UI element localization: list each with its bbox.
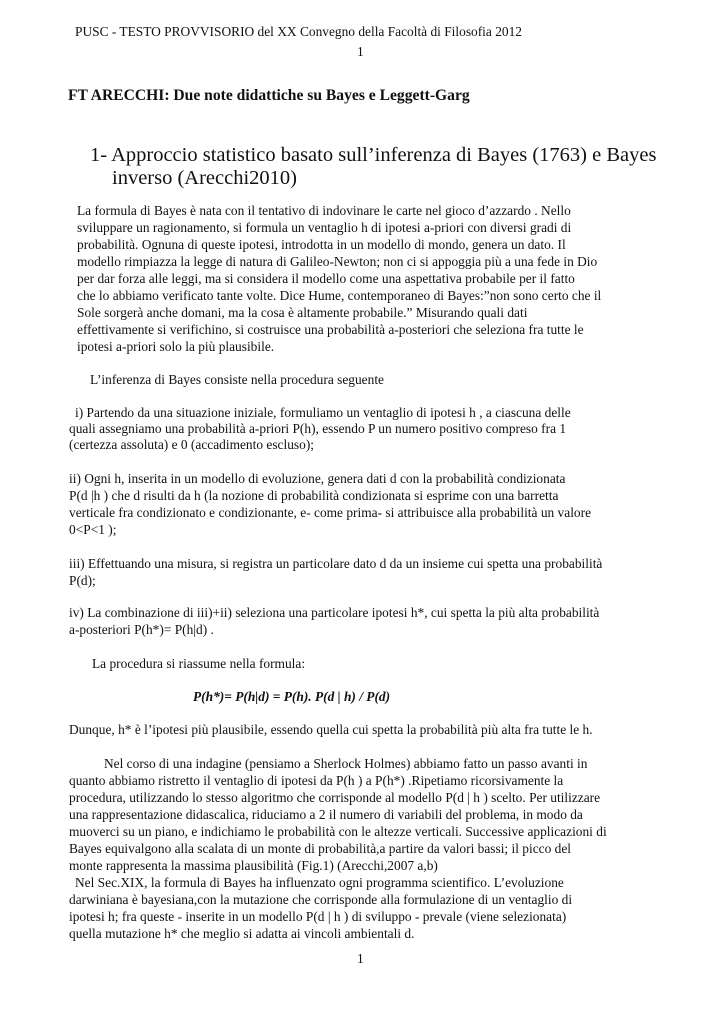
paragraph-4: Dunque, h* è l’ipotesi più plausibile, essendo quella cui spetta la probabilità più alta fra tutte le h. [69, 722, 593, 737]
item-ii-line-3: verticale fra condizionato e condizionante, e- come prima- si attribuisce alla probabilità un valore [69, 505, 592, 520]
section-heading-line-2: inverso (Arecchi2010) [112, 167, 298, 189]
p6-line-4: quella mutazione h* che meglio si adatta ai vincoli ambientali d. [69, 926, 415, 941]
p1-line-8: effettivamente si verifichino, si costruisce una probabilità a-posteriori che seleziona fra tutte le [77, 322, 584, 337]
footer-page-number: 1 [357, 951, 364, 966]
p5-line-6: Bayes equivalgono alla scalata di un monte di probabilità,a partire da valori bassi; il picco del [69, 841, 571, 856]
p1-line-4: modello rimpiazza la legge di natura di Galileo-Newton; non ci si appoggia più a una fede in Dio [77, 254, 598, 269]
p1-line-1: La formula di Bayes è nata con il tentativo di indovinare le carte nel gioco d’azzardo . Nello [77, 203, 571, 218]
p1-line-7: Sole sorgerà anche domani, ma la cosa è altamente probabile.” Misurando quali dati [77, 305, 528, 320]
p5-line-3: procedura, utilizzando lo stesso algoritmo che corrisponde al modello P(d | h ) scelto. Per utilizzare [69, 790, 601, 805]
p6-line-2: darwiniana è bayesiana,con la mutazione che corrisponde alla formulazione di un ventaglio di [69, 892, 573, 907]
section-heading-line-1: 1- Approccio statistico basato sull’inferenza di Bayes (1763) e Bayes [90, 144, 657, 166]
p1-line-2: sviluppare un ragionamento, si formula un ventaglio h di ipotesi a-priori con diversi gradi di [77, 220, 572, 235]
paragraph-3: La procedura si riassume nella formula: [92, 656, 306, 671]
paragraph-2: L’inferenza di Bayes consiste nella procedura seguente [90, 372, 384, 387]
item-iii-line-1: iii) Effettuando una misura, si registra un particolare dato d da un insieme cui spetta una probabilità [69, 556, 603, 571]
p6-line-3: ipotesi h; fra queste - inserite in un modello P(d | h ) di sviluppo - prevale (viene selezionata) [69, 909, 567, 924]
p5-line-5: muoverci su un piano, e indichiamo le probabilità con le altezze verticali. Successive applicazioni di [69, 824, 607, 839]
p6-line-1: Nel Sec.XIX, la formula di Bayes ha influenzato ogni programma scientifico. L’evoluzione [75, 875, 564, 890]
item-iv-line-2: a-posteriori P(h*)= P(h|d) . [69, 622, 214, 637]
p1-line-3: probabilità. Ognuna di queste ipotesi, introdotta in un modello di mondo, genera un dato. Il [77, 237, 566, 252]
item-iii-line-2: P(d); [69, 573, 96, 588]
p5-line-4: una rappresentazione didascalica, riduciamo a 2 il numero di variabili del problema, in modo da [69, 807, 583, 822]
bayes-formula: P(h*)= P(h|d) = P(h). P(d | h) / P(d) [193, 689, 391, 704]
item-ii-line-2: P(d |h ) che d risulti da h (la nozione di probabilità condizionata si esprime con una barretta [69, 488, 559, 503]
paper-title: FT ARECCHI: Due note didattiche su Bayes e Leggett-Garg [68, 87, 470, 104]
p1-line-5: per dar forza alle leggi, ma si considera il modello come una aspettativa probabile per il fatto [77, 271, 575, 286]
p1-line-9: ipotesi a-priori solo la più plausibile. [77, 339, 275, 354]
p5-line-7: monte rappresenta la massima plausibilità (Fig.1) (Arecchi,2007 a,b) [69, 858, 438, 873]
p5-line-1: Nel corso di una indagine (pensiamo a Sherlock Holmes) abbiamo fatto un passo avanti in [104, 756, 588, 771]
running-header: PUSC - TESTO PROVVISORIO del XX Convegno della Facoltà di Filosofia 2012 [75, 24, 522, 39]
item-i-line-3: (certezza assoluta) e 0 (accadimento escluso); [69, 437, 314, 452]
item-ii-line-4: 0<P<1 ); [69, 522, 117, 537]
item-ii-line-1: ii) Ogni h, inserita in un modello di evoluzione, genera dati d con la probabilità condizionata [69, 471, 566, 486]
item-i-line-1: i) Partendo da una situazione iniziale, formuliamo un ventaglio di ipotesi h , a ciascuna delle [75, 405, 571, 420]
item-i-line-2: quali assegniamo una probabilità a-priori P(h), essendo P un numero positivo compreso fra 1 [69, 421, 567, 436]
p1-line-6: che lo abbiamo verificato tante volte. Dice Hume, contemporaneo di Bayes:”non sono certo che il [77, 288, 602, 303]
p5-line-2: quanto abbiamo ristretto il ventaglio di ipotesi da P(h ) a P(h*) .Ripetiamo ricorsivamente la [69, 773, 564, 788]
item-iv-line-1: iv) La combinazione di iii)+ii) seleziona una particolare ipotesi h*, cui spetta la più alta probabilità [69, 605, 600, 620]
header-page-number: 1 [357, 44, 364, 59]
